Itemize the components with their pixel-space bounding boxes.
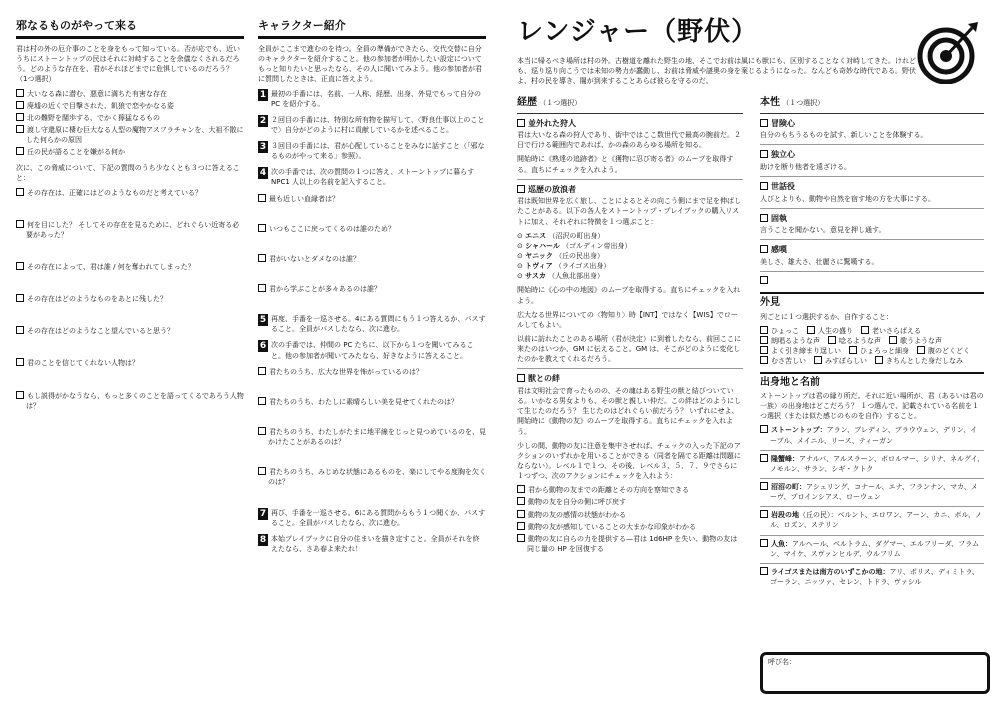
checkbox[interactable] bbox=[760, 119, 768, 127]
checkbox[interactable] bbox=[16, 391, 24, 399]
checkbox[interactable] bbox=[889, 336, 897, 344]
step-3: 3 ３回目の手番には、君が心配していることをみなに話すこと（「邪なるものがやって来る」参照）。 bbox=[259, 142, 485, 161]
checkbox[interactable] bbox=[760, 510, 768, 518]
appearance-rows bbox=[760, 326, 984, 367]
checkbox[interactable] bbox=[760, 539, 768, 547]
npc-question[interactable]: 最も近しい血縁者は？ bbox=[258, 194, 486, 204]
divider bbox=[760, 478, 984, 479]
nature-option[interactable]: 冒険心 bbox=[760, 118, 984, 130]
step-2: 2 ２回目の手番には、特別な所有物を描写して、〈野良仕事以上のことで〉自分がどのように村に貢献しているかを述べること。 bbox=[259, 115, 485, 134]
checkbox[interactable] bbox=[760, 482, 768, 490]
npc-question[interactable]: 君がいないとダメなのは誰？ bbox=[258, 254, 486, 264]
appearance-option[interactable]: むさ苦しい bbox=[760, 356, 806, 366]
checkbox[interactable] bbox=[258, 284, 266, 292]
checkbox[interactable] bbox=[814, 356, 822, 364]
nature-text: 人びとよりも、動物や自然を宿す地の方を大事にする。 bbox=[760, 194, 935, 203]
divider bbox=[760, 208, 984, 209]
threat-question[interactable]: その存在はどのようなこと望んでいると思う？ bbox=[16, 326, 244, 336]
target-arrow-icon bbox=[916, 20, 980, 84]
threat-question[interactable]: その存在はどのようなものをあとに残した？ bbox=[16, 294, 244, 304]
npc-questions bbox=[258, 194, 486, 295]
appearance-title: 外見 bbox=[760, 292, 984, 311]
playbook-title: レンジャー（野伏） bbox=[517, 17, 759, 47]
nature-text: 自分のもちうるものを試す、新しいことを体験する。 bbox=[760, 131, 928, 140]
background-text: 開始時に《熟達の追跡者》と《獲物に忍び寄る者》のムーブを取得する。直ちにチェックを入れよう。 bbox=[517, 155, 734, 174]
checkbox[interactable] bbox=[760, 245, 768, 253]
wanderer-person: ⊙ ヤニック （丘の民出身） bbox=[517, 251, 605, 260]
checkbox[interactable] bbox=[517, 534, 525, 542]
beast-action[interactable]: 動物の友を自分の側に呼び戻す bbox=[517, 497, 743, 507]
beast-action[interactable]: 動物の友の感情の状態がわかる bbox=[517, 510, 743, 520]
checkbox[interactable] bbox=[807, 326, 815, 334]
pc-questions bbox=[258, 367, 486, 488]
step-7: 7 再び、手番を一巡させる。6にある質問からもう１つ聞くか、パスすること。全員がパスしたなら、次に進む。 bbox=[259, 508, 486, 527]
origin-list bbox=[760, 425, 984, 587]
divider bbox=[760, 271, 984, 272]
nature-option-custom[interactable] bbox=[760, 276, 984, 286]
checkbox[interactable] bbox=[16, 294, 24, 302]
checkbox[interactable] bbox=[258, 467, 266, 475]
origin-option[interactable]: 沼沼の町：アシュリング、コナール、エナ、フランナン、マカ、メーヴ、プロインシアス、ローウェン bbox=[760, 482, 984, 502]
checkbox[interactable] bbox=[16, 220, 24, 228]
npc-question[interactable]: 君から学ぶことが多々あるのは誰？ bbox=[258, 284, 486, 294]
appearance-option[interactable]: きちんとした身だしなみ bbox=[875, 356, 963, 366]
checkbox[interactable] bbox=[760, 182, 768, 190]
step-6: 6 次の手番では、仲間の PC たちに、以下から１つを聞いてみること。他の参加者が聞いてみたなら、好きなように答えること。 bbox=[259, 341, 474, 360]
checkbox[interactable] bbox=[258, 194, 266, 202]
checkbox[interactable] bbox=[16, 188, 24, 196]
divider bbox=[517, 368, 743, 369]
wanderer-person: ⊙ トヴィア （ライゴス出身） bbox=[517, 262, 611, 271]
threat-option[interactable]: 廃墟の近くで目撃された、飢狼で恋やかなる姿 bbox=[16, 101, 244, 111]
appearance-option[interactable]: みすぼらしい bbox=[814, 356, 867, 366]
appearance-row bbox=[760, 346, 984, 356]
origin-intro: ストーントップは君の縁り所だ。それに近い場所が、君（あるいは君の一族）の出身地はどこだろう？ １つ選んで、記載されている名前を１つ選択（または似た感じのものを自作）すること。 bbox=[760, 392, 984, 421]
threat-intro: 君は村の外の厄介事のことを身をもって知っている。否が応でも、近いうちにストーントップの民はそれに対峙することを余儀なくされるだろう。どのような存在を、君がそれほどまでに危惧しているのだろう？（1つ選択） bbox=[16, 44, 240, 84]
appearance-option[interactable]: よく引き締まり逞しい bbox=[760, 346, 841, 356]
appearance-option[interactable]: 歌うような声 bbox=[889, 336, 942, 346]
checkbox[interactable] bbox=[861, 326, 869, 334]
checkbox[interactable] bbox=[760, 336, 768, 344]
checkbox[interactable] bbox=[16, 326, 24, 334]
nature-option[interactable]: 独立心 bbox=[760, 149, 984, 161]
threat-title: 邪なるものがやって来る bbox=[16, 19, 137, 32]
column-threat bbox=[16, 18, 244, 433]
pc-question[interactable]: 君たちのうち、わたしに素晴らしい美を見せてくれたのは？ bbox=[258, 397, 486, 407]
threat-option[interactable]: 渡し守還原に棲む巨大なる人型の魔物アスフラチャンを、大祖不散にした何らかの原因 bbox=[16, 125, 244, 145]
checkbox[interactable] bbox=[517, 522, 525, 530]
threat-question[interactable]: 君のことを信じてくれない人物は？ bbox=[16, 358, 244, 368]
wanderer-people bbox=[517, 231, 743, 282]
checkbox[interactable] bbox=[16, 101, 24, 109]
checkbox[interactable] bbox=[917, 346, 925, 354]
origin-option[interactable]: 岩段の地（丘の民）：ベルント、エロワン、アーン、カニ、ボル、ノル、ロズン、ステリン bbox=[760, 510, 984, 530]
introductions-title: キャラクター紹介 bbox=[258, 19, 346, 32]
background-text: 広大なる世界についての〈物知り〉時【INT】ではなく【WIS】でロールしてもよい。 bbox=[517, 310, 738, 329]
step-4: 4 次の手番では、次の質問の１つに答え、ストーントップに暮らす NPC1 人以上の名前を記入すること。 bbox=[259, 168, 475, 187]
checkbox[interactable] bbox=[16, 89, 24, 97]
introductions-intro: 全員がここまで進むのを待つ。全員の準備ができたら、交代交替に自分のキャラクターを紹介すること。他の参加者が明かしたい設定についてもっと知りたいと思ったなら、その人に聞いてみよう。他の参加者が君に質問したときは、正直に答えよう。 bbox=[258, 44, 482, 84]
appearance-option[interactable]: ひょろっと細身 bbox=[849, 346, 909, 356]
checkbox[interactable] bbox=[517, 185, 525, 193]
divider bbox=[16, 36, 244, 39]
wanderer-person: ⊙ シャハール （ゴルディン帝出身） bbox=[517, 241, 632, 250]
divider bbox=[517, 179, 743, 180]
background-option-hunter[interactable]: 並外れた狩人 bbox=[517, 118, 743, 130]
background-text: 君は文明社会で育ったものの、その魂はある野生の獣と結びついている。いかなる男女よりも、その獣と親しい仲だ。この絆はどのようにして生じたのだろう？ 生じたのはどれぐらい前だろう？ いずれにせよ、開始時に《動物の友》のムーブを取得する。直ちにチェックを入れよう。 bbox=[517, 386, 741, 436]
npc-question[interactable]: いつもここに戻ってくるのは誰のため？ bbox=[258, 224, 486, 234]
checkbox[interactable] bbox=[258, 397, 266, 405]
checkbox[interactable] bbox=[517, 485, 525, 493]
divider bbox=[760, 535, 984, 536]
background-option-wanderer[interactable]: 巡歴の放浪者 bbox=[517, 184, 743, 196]
playbook-header bbox=[517, 14, 917, 90]
checkbox[interactable] bbox=[258, 367, 266, 375]
checkbox[interactable] bbox=[258, 224, 266, 232]
appearance-row bbox=[760, 326, 984, 336]
checkbox[interactable] bbox=[760, 425, 768, 433]
checkbox[interactable] bbox=[258, 427, 266, 435]
divider bbox=[517, 113, 743, 114]
threat-option[interactable]: 丘の民が語ることを嫌がる何か bbox=[16, 147, 244, 157]
checkbox[interactable] bbox=[16, 113, 24, 121]
appearance-row bbox=[760, 336, 984, 346]
checkbox[interactable] bbox=[760, 346, 768, 354]
beast-action[interactable]: 君から動物の友までの距離とその方向を察知できる bbox=[517, 485, 743, 495]
name-field[interactable] bbox=[760, 652, 990, 694]
divider bbox=[760, 563, 984, 564]
nature-option[interactable]: 感嘆 bbox=[760, 244, 984, 256]
step-1: 1 最初の手番には、名前、一人称、経歴、出身、外見でもって自分の PC を紹介する。 bbox=[259, 89, 481, 108]
divider bbox=[760, 176, 984, 177]
appearance-option[interactable]: 朗唱るような声 bbox=[760, 336, 820, 346]
background-text: 君は大いなる森の狩人であり、街中ではここ数世代で最高の腕前だ。２日で行ける範囲内であれば、かの森のあらゆる場所を知る。 bbox=[517, 131, 741, 150]
origin-title: 出身地と名前 bbox=[760, 372, 984, 391]
name-label: 呼び名： bbox=[768, 658, 796, 666]
threat-question[interactable]: その存在は、正確にはどのようなものだと考えている？ bbox=[16, 188, 244, 198]
checkbox[interactable] bbox=[849, 346, 857, 354]
checkbox[interactable] bbox=[760, 454, 768, 462]
threat-option[interactable]: 北の難野を闊歩する、でかく獰猛なるもの bbox=[16, 113, 244, 123]
pc-question[interactable]: 君たちのうち、みじめな状態にあるものを、楽にしてやる度胸を欠くのは？ bbox=[258, 467, 486, 487]
nature-text: 言うことを聞かない。意見を押し通す。 bbox=[760, 226, 886, 235]
checkbox[interactable] bbox=[828, 336, 836, 344]
nature-text: 美しさ、雄大さ、壮麗さに驚嘆する。 bbox=[760, 258, 879, 267]
origin-option[interactable]: 人魚：アルヘール、ベルトラム、ダグマー、エルフリーダ、フラムン、マイケ、スヴァンヒルデ、ウルフリム bbox=[760, 539, 984, 559]
background-text: 君は既知世界を広く旅し、ことによるとその向こう側にまで足を伸ばしたことがある。以下の各人をストーントップ・プレイブックの購入リストに加え、それぞれに特徴を１つ選ぶこと： bbox=[517, 197, 741, 226]
nature-option[interactable]: 世話役 bbox=[760, 181, 984, 193]
column-background bbox=[517, 96, 743, 556]
nature-option[interactable]: 固執 bbox=[760, 213, 984, 225]
wanderer-person: ⊙ サスカ （人魚北部出身） bbox=[517, 272, 605, 281]
checkbox[interactable] bbox=[760, 214, 768, 222]
wanderer-person: ⊙ エニス （沼沢の町出身） bbox=[517, 231, 605, 240]
checkbox[interactable] bbox=[16, 358, 24, 366]
nature-text: 助けを断り他者を遠ざける。 bbox=[760, 162, 851, 171]
divider bbox=[258, 36, 486, 39]
checkbox[interactable] bbox=[760, 276, 768, 284]
background-option-beast-bond[interactable]: 獣との絆 bbox=[517, 373, 743, 385]
divider bbox=[760, 144, 984, 145]
background-header: 経歴 （１つ選択） bbox=[517, 97, 582, 108]
checkbox[interactable] bbox=[760, 326, 768, 334]
checkbox[interactable] bbox=[517, 510, 525, 518]
playbook-intro: 本当に帰るべき場所は村の外。古樹道を離れた野生の地、そこでお前は風にも獣にも、区別することなく対峙してきた。けれども、巡り巡り向こうでは未知の勢力が蠢動し、お前は脅威や謎奥の身を案じるようになった。なんども奇妙な時代である。野伏よ、村の民を導き、闇が到来することあらば彼らを守るのだ。 bbox=[517, 56, 916, 85]
origin-option[interactable]: 隆蟹峰：アナルバ、アルスラーン、ボロルマー、シリナ、ネルグイ、ノモルン、サラン、シギ・クトク bbox=[760, 454, 984, 474]
divider bbox=[760, 239, 984, 240]
checkbox[interactable] bbox=[760, 150, 768, 158]
nature-header: 本性 （１つ選択） bbox=[760, 97, 825, 108]
divider bbox=[760, 450, 984, 451]
pc-question[interactable]: 君たちのうち、広大な世界を怖がっているのは？ bbox=[258, 367, 486, 377]
threat-question[interactable]: 何を目にした？ そしてその存在を見るために、どれぐらい近寄る必要があった？ bbox=[16, 220, 244, 240]
threat-question[interactable]: もし説得がかなうなら、もっと多くのことを語ってくるであろう人物は？ bbox=[16, 391, 244, 411]
appearance-option[interactable]: ひょっこ bbox=[760, 326, 799, 336]
checkbox[interactable] bbox=[760, 356, 768, 364]
divider bbox=[760, 113, 984, 114]
checkbox[interactable] bbox=[875, 356, 883, 364]
step-5: 5 再度、手番を一巡させる。4にある質問にもう１つ答えるか、パスすること。全員がパスしたなら、次に進む。 bbox=[259, 315, 486, 334]
checkbox[interactable] bbox=[258, 254, 266, 262]
appearance-option[interactable]: 人生の盛り bbox=[807, 326, 853, 336]
beast-actions bbox=[517, 485, 743, 554]
origin-option[interactable]: ストーントップ：アラン、ブレディン、ブラウウェン、デリン、イーブル、メイニル、リース、ティーガン bbox=[760, 425, 984, 445]
background-text: 以前に訪れたことのある場所（君が決定）に到着したなら、前回ここに来たのはいつか、GM に伝えること。GM は、そこがどのように変化したのかを教えてくれるだろう。 bbox=[517, 334, 741, 364]
appearance-row bbox=[760, 356, 984, 366]
pc-question[interactable]: 君たちのうち、わたしがたまに地平線をじっと見つめているのを、見かけたことがあるのは？ bbox=[258, 427, 486, 447]
threat-questions bbox=[16, 188, 244, 411]
threat-instruction: 次に、この脅威について、下記の質問のうち少なくとも３つに答えること： bbox=[16, 164, 240, 183]
background-text: 開始時に《心の中の地図》のムーブを取得する。直ちにチェックを入れよう。 bbox=[517, 286, 741, 305]
checkbox[interactable] bbox=[517, 119, 525, 127]
beast-action[interactable]: 動物の友に自らの力を提供する—君は 1d6HP を失い、動物の友は同じ量の HP を回復する bbox=[517, 534, 743, 554]
threat-question[interactable]: その存在によって、君は誰 / 何を奪われてしまった？ bbox=[16, 262, 244, 272]
step-8: 8 本始プレイブックに自分の住まいを描き定すこと。全員がそれを終えたなら、さあ春よ来たれ！ bbox=[259, 534, 480, 554]
checkbox[interactable] bbox=[517, 497, 525, 505]
appearance-option[interactable]: 腹のどくどく bbox=[917, 346, 970, 356]
checkbox[interactable] bbox=[16, 147, 24, 155]
column-introductions bbox=[258, 18, 486, 560]
appearance-option[interactable]: 老いさらばえる bbox=[861, 326, 921, 336]
appearance-note: 列ごとに１つ選択するか、自作すること： bbox=[760, 312, 893, 321]
threat-options bbox=[16, 89, 244, 158]
beast-action[interactable]: 動物の友が感知していることの大まかな印象がわかる bbox=[517, 522, 743, 532]
background-text: 少しの間、動物の友に注意を集中させれば、チェックの入った下記のアクションのいずれかを用いることができる（同者を隔てる距離は問題にならない）。レベル１で１つ、その後、レベル３、５、７、９でさらに１つずつ、次のアクションにチェックを入れよう： bbox=[517, 441, 741, 481]
threat-option[interactable]: 大いなる森に潜む、悪意に満ちた有害な存在 bbox=[16, 89, 244, 99]
checkbox[interactable] bbox=[517, 374, 525, 382]
divider bbox=[760, 506, 984, 507]
checkbox[interactable] bbox=[16, 125, 24, 133]
origin-option[interactable]: ライゴスまたは南方のいずこかの地：アリ、ポリス、ディミトラ、ゴーラン、ニッツァ、セレン、トドラ、ヴァシル bbox=[760, 567, 984, 587]
checkbox[interactable] bbox=[760, 567, 768, 575]
appearance-option[interactable]: 唸るような声 bbox=[828, 336, 881, 346]
checkbox[interactable] bbox=[16, 262, 24, 270]
column-nature bbox=[760, 96, 984, 591]
